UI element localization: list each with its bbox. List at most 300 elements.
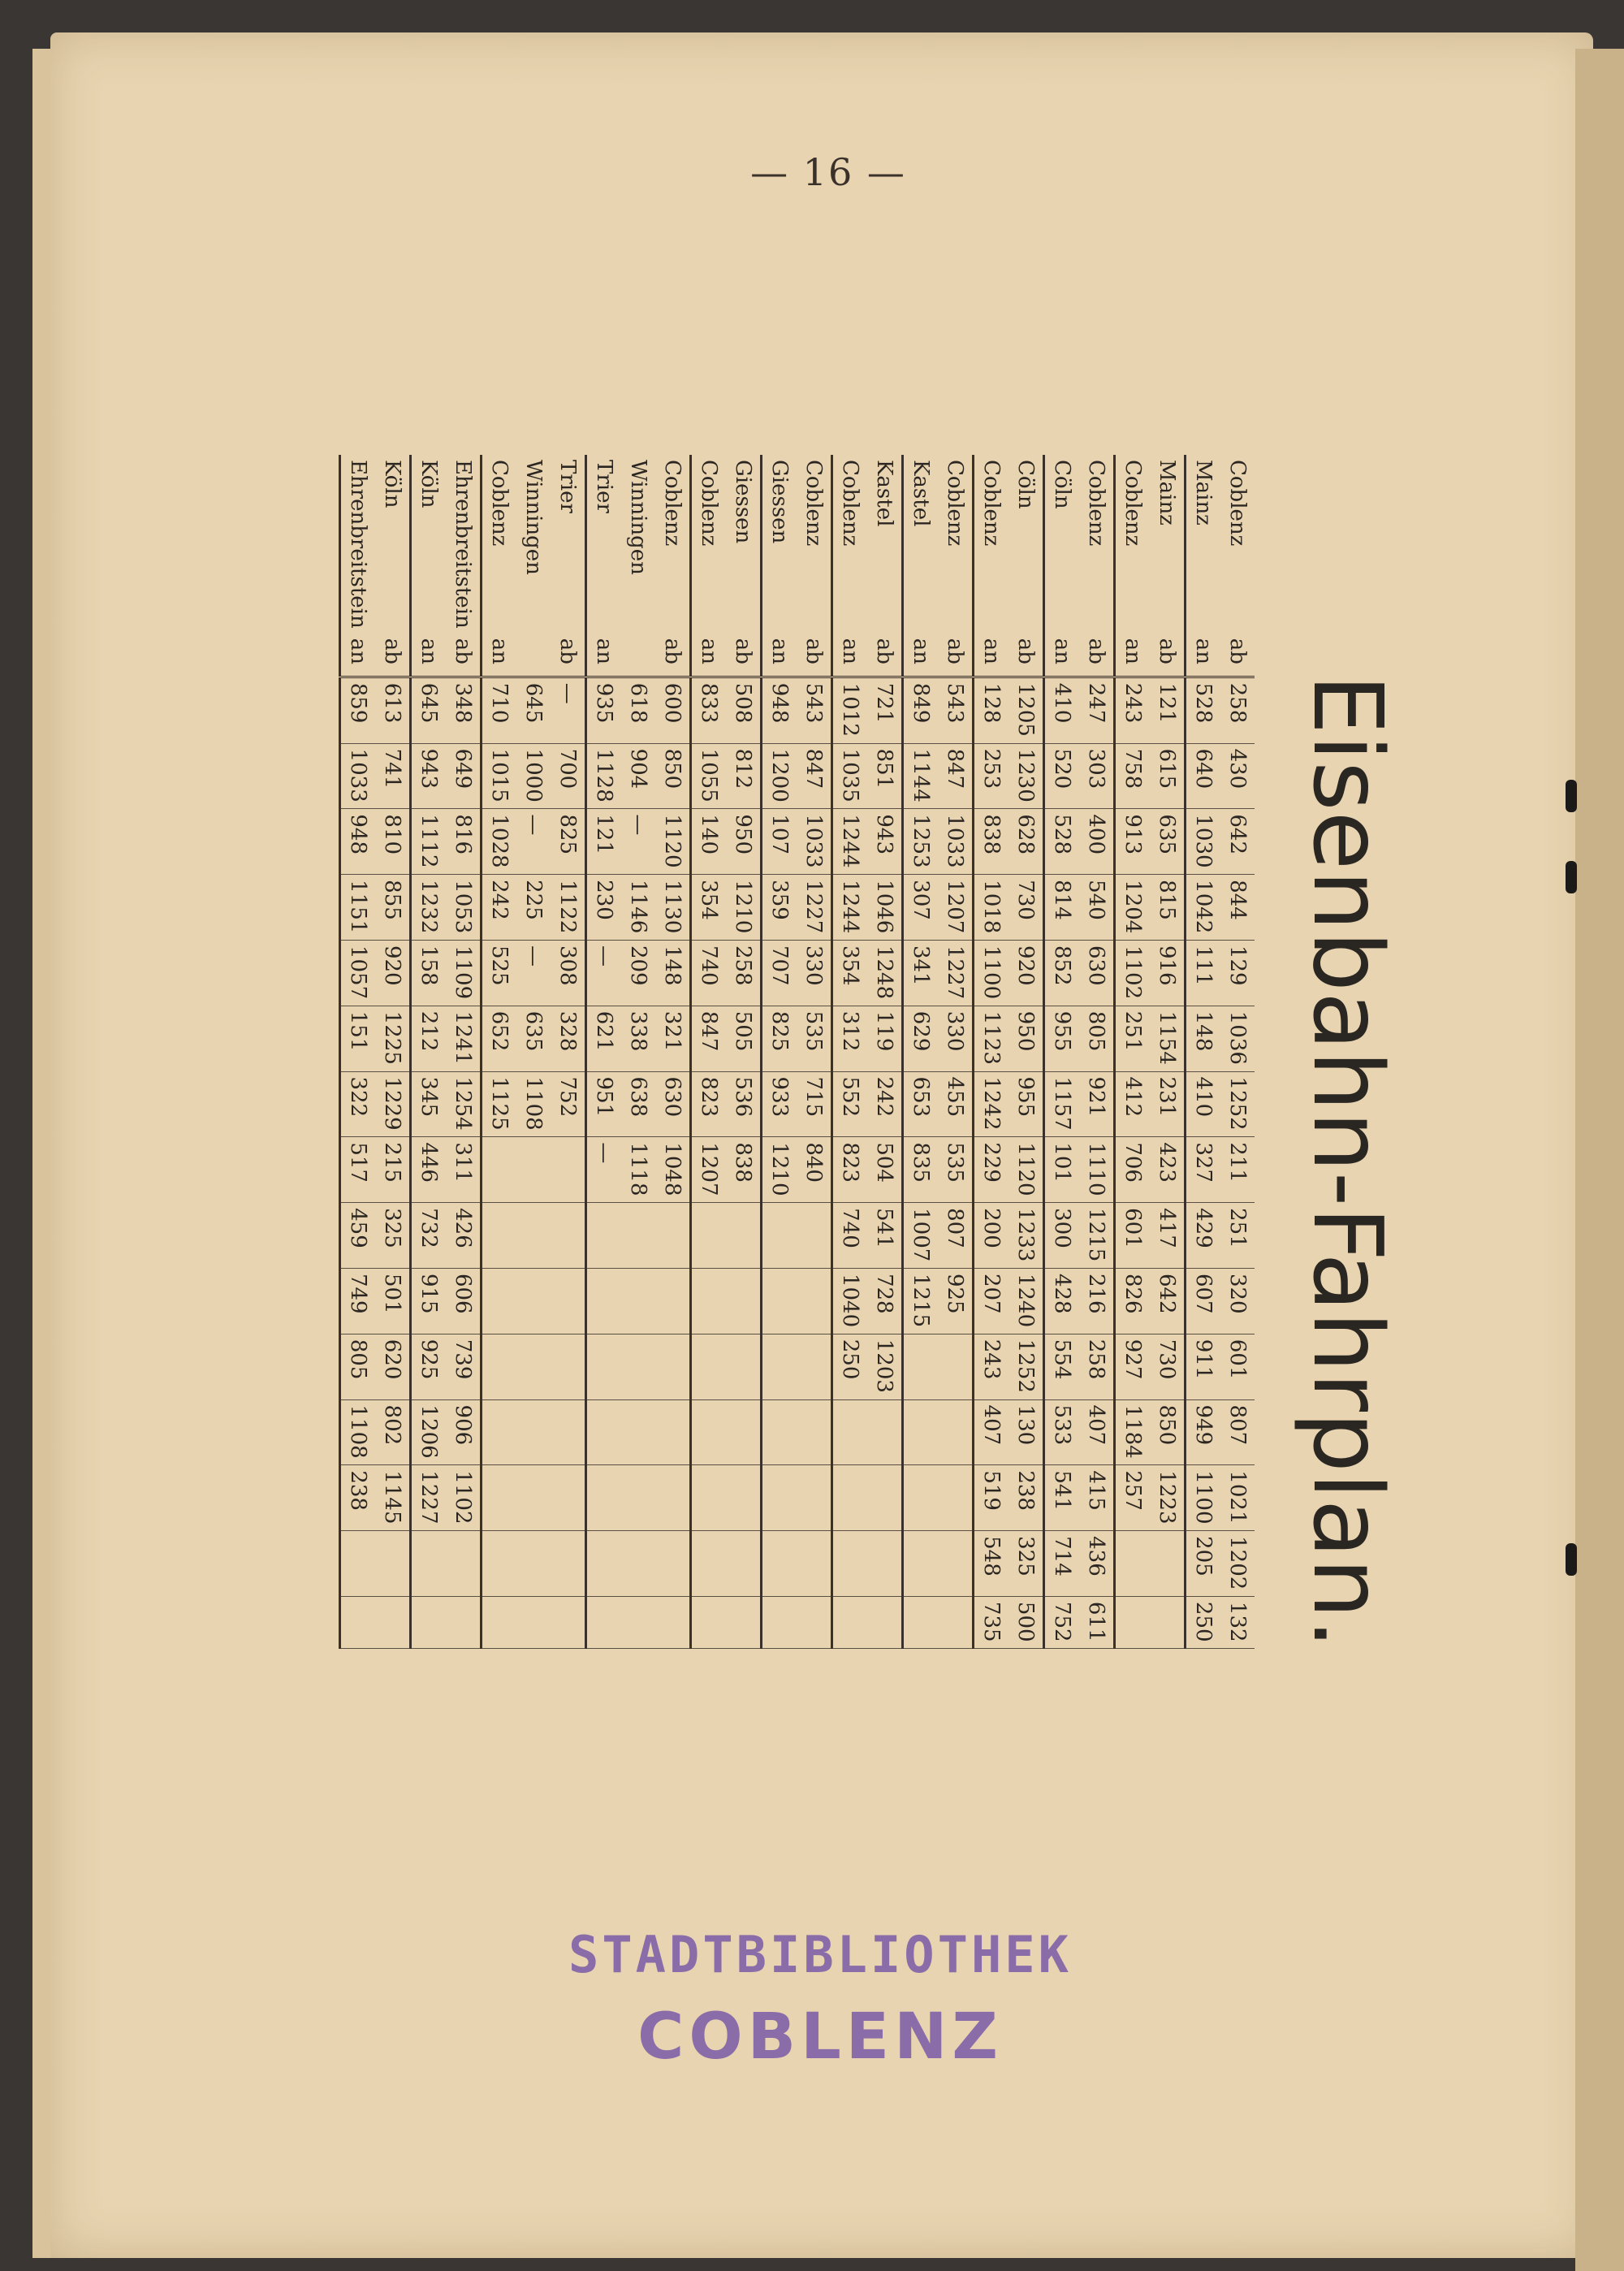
time-cell: 215: [375, 1137, 411, 1203]
time-cell: [903, 1596, 939, 1648]
timetable-row: [832, 455, 868, 1649]
time-cell: 436: [1079, 1531, 1115, 1597]
time-cell: 732: [411, 1203, 447, 1269]
timetable-row: [1115, 455, 1151, 1649]
station-name: Coblenz: [482, 455, 517, 634]
time-cell: 148: [655, 940, 691, 1006]
time-cell: 1205: [1009, 677, 1044, 743]
time-cell: [621, 1399, 655, 1465]
timetable-row: [867, 455, 903, 1649]
time-cell: 638: [621, 1071, 655, 1137]
time-cell: [375, 1531, 411, 1597]
time-cell: 541: [1044, 1465, 1080, 1531]
time-cell: [482, 1596, 517, 1648]
time-cell: 1033: [938, 809, 974, 875]
time-cell: [655, 1399, 691, 1465]
time-cell: 1248: [867, 940, 903, 1006]
time-cell: 816: [446, 809, 482, 875]
time-cell: [586, 1531, 622, 1597]
time-cell: 121: [1150, 677, 1186, 743]
time-cell: 740: [691, 940, 727, 1006]
station-name: Winningen: [521, 460, 546, 575]
time-cell: 520: [1044, 743, 1080, 809]
station-name: Coblenz: [660, 460, 685, 547]
time-cell: 607: [1186, 1268, 1221, 1334]
time-cell: 1203: [867, 1334, 903, 1399]
time-cell: 1102: [446, 1465, 482, 1531]
time-cell: 410: [1044, 677, 1080, 743]
time-cell: 840: [797, 1137, 832, 1203]
station-name: Ehrenbreitstein: [451, 460, 475, 629]
stamp-line-1: STADTBIBLIOTHEK: [568, 1925, 1072, 1984]
time-cell: 1007: [903, 1203, 939, 1269]
station-name: Kastel: [872, 460, 896, 527]
time-cell: 730: [1150, 1334, 1186, 1399]
time-cell: 258: [726, 940, 762, 1006]
time-cell: 739: [446, 1334, 482, 1399]
time-cell: 847: [691, 1006, 727, 1071]
time-cell: 1253: [903, 809, 939, 875]
time-cell: 1151: [340, 875, 376, 941]
time-cell: 700: [551, 743, 586, 809]
time-cell: 345: [411, 1071, 447, 1137]
time-cell: [762, 1596, 797, 1648]
time-cell: 1112: [411, 809, 447, 875]
time-cell: 1030: [1186, 809, 1221, 875]
time-cell: 920: [375, 940, 411, 1006]
time-cell: 752: [1044, 1596, 1080, 1648]
time-cell: 243: [1115, 677, 1151, 743]
time-cell: [867, 1596, 903, 1648]
time-cell: [655, 1596, 691, 1648]
time-cell: 850: [655, 743, 691, 809]
time-cell: 238: [340, 1465, 376, 1531]
time-cell: 1254: [446, 1071, 482, 1137]
time-cell: 325: [1009, 1531, 1044, 1597]
time-cell: 1108: [516, 1071, 551, 1137]
time-cell: 825: [762, 1006, 797, 1071]
station-name: Cöln: [1013, 460, 1038, 509]
time-cell: 802: [375, 1399, 411, 1465]
time-cell: 541: [867, 1203, 903, 1269]
time-cell: 500: [1009, 1596, 1044, 1648]
time-cell: 852: [1044, 940, 1080, 1006]
station-name: Köln: [411, 455, 447, 634]
time-cell: [655, 1531, 691, 1597]
time-cell: 911: [1186, 1334, 1221, 1399]
time-cell: [1115, 1531, 1151, 1597]
time-cell: [482, 1399, 517, 1465]
station-name: Cöln: [1044, 455, 1080, 634]
time-cell: 348: [446, 677, 482, 743]
time-cell: 758: [1115, 743, 1151, 809]
time-cell: 242: [482, 875, 517, 941]
timetable-box: [321, 455, 1255, 1649]
time-cell: 552: [832, 1071, 868, 1137]
time-cell: [551, 1334, 586, 1399]
title-wrap: [1250, 673, 1445, 1650]
station-name: Trier: [555, 460, 580, 513]
time-cell: [1150, 1531, 1186, 1597]
time-cell: 943: [867, 809, 903, 875]
time-cell: 1042: [1186, 875, 1221, 941]
arrival-departure: [621, 634, 655, 677]
binding-hole: [1566, 1543, 1577, 1576]
time-cell: 618: [621, 677, 655, 743]
timetable-row: [340, 455, 376, 1649]
time-cell: —: [621, 809, 655, 875]
time-cell: 948: [762, 677, 797, 743]
time-cell: [832, 1596, 868, 1648]
time-cell: [938, 1399, 974, 1465]
time-cell: [938, 1531, 974, 1597]
timetable-row: [938, 455, 974, 1649]
time-cell: 407: [1079, 1399, 1115, 1465]
time-cell: 850: [1150, 1399, 1186, 1465]
time-cell: [726, 1203, 762, 1269]
time-cell: [903, 1531, 939, 1597]
time-cell: 158: [411, 940, 447, 1006]
time-cell: 253: [974, 743, 1009, 809]
time-cell: [586, 1465, 622, 1531]
time-cell: —: [586, 1137, 622, 1203]
time-cell: 300: [1044, 1203, 1080, 1269]
time-cell: 207: [974, 1268, 1009, 1334]
time-cell: [832, 1531, 868, 1597]
time-cell: —: [586, 940, 622, 1006]
arrival-departure: ab: [551, 634, 586, 677]
arrival-departure: ab: [1220, 634, 1255, 677]
time-cell: 710: [482, 677, 517, 743]
time-cell: 1012: [832, 677, 868, 743]
time-cell: [446, 1531, 482, 1597]
time-cell: 950: [1009, 1006, 1044, 1071]
time-cell: 1122: [551, 875, 586, 941]
library-stamp: [0, 1925, 1624, 2074]
station-name: Coblenz: [832, 455, 868, 634]
time-cell: [762, 1465, 797, 1531]
time-cell: 1215: [1079, 1203, 1115, 1269]
station-name: Trier: [586, 455, 622, 634]
timetable-row: [797, 455, 832, 1649]
time-cell: 621: [586, 1006, 622, 1071]
time-cell: 915: [411, 1268, 447, 1334]
time-cell: [867, 1399, 903, 1465]
timetable-row: [1220, 455, 1255, 1649]
time-cell: [691, 1268, 727, 1334]
time-cell: 935: [586, 677, 622, 743]
time-cell: 628: [1009, 809, 1044, 875]
time-cell: 1109: [446, 940, 482, 1006]
binding-hole: [1566, 861, 1577, 893]
time-cell: 949: [1186, 1399, 1221, 1465]
time-cell: 1232: [411, 875, 447, 941]
time-cell: 955: [1044, 1006, 1080, 1071]
time-cell: 415: [1079, 1465, 1115, 1531]
time-cell: 308: [551, 940, 586, 1006]
time-cell: 1120: [1009, 1137, 1044, 1203]
arrival-departure: an: [586, 634, 622, 677]
timetable-row: [1044, 455, 1080, 1649]
time-cell: 430: [1220, 743, 1255, 809]
time-cell: 238: [1009, 1465, 1044, 1531]
time-cell: 1033: [340, 743, 376, 809]
time-cell: 635: [1150, 809, 1186, 875]
time-cell: [586, 1399, 622, 1465]
time-cell: [551, 1137, 586, 1203]
time-cell: 311: [446, 1137, 482, 1203]
time-cell: [762, 1531, 797, 1597]
time-cell: [516, 1334, 551, 1399]
time-cell: 517: [340, 1137, 376, 1203]
time-cell: 849: [903, 677, 939, 743]
timetable-row: [1150, 455, 1186, 1649]
time-cell: 1035: [832, 743, 868, 809]
time-cell: [621, 1334, 655, 1399]
time-cell: [516, 1399, 551, 1465]
time-cell: [726, 1465, 762, 1531]
time-cell: 211: [1220, 1137, 1255, 1203]
time-cell: 1120: [655, 809, 691, 875]
time-cell: 1053: [446, 875, 482, 941]
time-cell: 1157: [1044, 1071, 1080, 1137]
time-cell: 251: [1115, 1006, 1151, 1071]
time-cell: 151: [340, 1006, 376, 1071]
binding-hole: [1566, 780, 1577, 812]
time-cell: 428: [1044, 1268, 1080, 1334]
time-cell: [621, 1203, 655, 1269]
time-cell: 1241: [446, 1006, 482, 1071]
arrival-departure: an: [691, 634, 727, 677]
time-cell: [691, 1399, 727, 1465]
time-cell: 640: [1186, 743, 1221, 809]
time-cell: 330: [938, 1006, 974, 1071]
timetable-row: [903, 455, 939, 1649]
time-cell: 303: [1079, 743, 1115, 809]
time-cell: 412: [1115, 1071, 1151, 1137]
time-cell: 1015: [482, 743, 517, 809]
time-cell: 826: [1115, 1268, 1151, 1334]
arrival-departure: ab: [867, 634, 903, 677]
time-cell: 504: [867, 1137, 903, 1203]
station-name: Mainz: [1186, 455, 1221, 634]
station-name: Coblenz: [801, 460, 826, 547]
timetable-row: [1079, 455, 1115, 1649]
time-cell: 1233: [1009, 1203, 1044, 1269]
timetable-row: [974, 455, 1009, 1649]
time-cell: 1028: [482, 809, 517, 875]
time-cell: 148: [1186, 1006, 1221, 1071]
time-cell: [482, 1268, 517, 1334]
time-cell: 730: [1009, 875, 1044, 941]
time-cell: 1240: [1009, 1268, 1044, 1334]
time-cell: [516, 1203, 551, 1269]
time-cell: 752: [551, 1071, 586, 1137]
time-cell: 1227: [797, 875, 832, 941]
time-cell: [340, 1531, 376, 1597]
station-name: Coblenz: [1084, 460, 1108, 547]
time-cell: 243: [974, 1334, 1009, 1399]
time-cell: 649: [446, 743, 482, 809]
time-cell: 715: [797, 1071, 832, 1137]
time-cell: [411, 1531, 447, 1597]
time-cell: 325: [375, 1203, 411, 1269]
time-cell: 250: [832, 1334, 868, 1399]
time-cell: 1123: [974, 1006, 1009, 1071]
time-cell: [691, 1334, 727, 1399]
time-cell: 330: [797, 940, 832, 1006]
time-cell: 1021: [1220, 1465, 1255, 1531]
time-cell: 400: [1079, 809, 1115, 875]
timetable-rotated: [321, 455, 1255, 1649]
time-cell: 247: [1079, 677, 1115, 743]
time-cell: 925: [938, 1268, 974, 1334]
time-cell: 321: [655, 1006, 691, 1071]
time-cell: 1204: [1115, 875, 1151, 941]
time-cell: 815: [1150, 875, 1186, 941]
time-cell: 257: [1115, 1465, 1151, 1531]
station-name: Winningen: [626, 460, 650, 575]
time-cell: 1100: [1186, 1465, 1221, 1531]
arrival-departure: ab: [797, 634, 832, 677]
time-cell: [655, 1465, 691, 1531]
time-cell: 1229: [375, 1071, 411, 1137]
time-cell: 1118: [621, 1137, 655, 1203]
time-cell: 1242: [974, 1071, 1009, 1137]
time-cell: 948: [340, 809, 376, 875]
time-cell: 205: [1186, 1531, 1221, 1597]
time-cell: 543: [797, 677, 832, 743]
time-cell: 814: [1044, 875, 1080, 941]
time-cell: [516, 1465, 551, 1531]
arrival-departure: an: [832, 634, 868, 677]
time-cell: 933: [762, 1071, 797, 1137]
arrival-departure: an: [1186, 634, 1221, 677]
time-cell: 543: [938, 677, 974, 743]
time-cell: [655, 1203, 691, 1269]
time-cell: 426: [446, 1203, 482, 1269]
time-cell: 823: [832, 1137, 868, 1203]
time-cell: [762, 1399, 797, 1465]
time-cell: 706: [1115, 1137, 1151, 1203]
time-cell: [586, 1268, 622, 1334]
time-cell: 805: [340, 1334, 376, 1399]
time-cell: 652: [482, 1006, 517, 1071]
time-cell: 601: [1115, 1203, 1151, 1269]
time-cell: 1102: [1115, 940, 1151, 1006]
time-cell: 642: [1220, 809, 1255, 875]
station-name: Coblenz: [1115, 455, 1151, 634]
station-name: Coblenz: [1225, 460, 1250, 547]
arrival-departure: ab: [1079, 634, 1115, 677]
station-name: Mainz: [1155, 460, 1179, 526]
time-cell: —: [551, 677, 586, 743]
arrival-departure: an: [974, 634, 1009, 677]
time-cell: [938, 1334, 974, 1399]
time-cell: [726, 1596, 762, 1648]
timetable-row: [621, 455, 655, 1649]
time-cell: [797, 1465, 832, 1531]
time-cell: 322: [340, 1071, 376, 1137]
time-cell: [1150, 1596, 1186, 1648]
time-cell: [586, 1596, 622, 1648]
time-cell: 140: [691, 809, 727, 875]
time-cell: 904: [621, 743, 655, 809]
time-cell: 1033: [797, 809, 832, 875]
time-cell: 1000: [516, 743, 551, 809]
time-cell: 833: [691, 677, 727, 743]
time-cell: 1130: [655, 875, 691, 941]
time-cell: 407: [974, 1399, 1009, 1465]
time-cell: 328: [551, 1006, 586, 1071]
time-cell: [586, 1203, 622, 1269]
timetable-body: [340, 455, 1255, 1649]
time-cell: 1100: [974, 940, 1009, 1006]
time-cell: 230: [586, 875, 622, 941]
time-cell: [938, 1596, 974, 1648]
arrival-departure: ab: [375, 634, 411, 677]
time-cell: 1244: [832, 809, 868, 875]
time-cell: 429: [1186, 1203, 1221, 1269]
station-name: Köln: [380, 460, 404, 508]
time-cell: [1115, 1596, 1151, 1648]
time-cell: 242: [867, 1071, 903, 1137]
time-cell: 1108: [340, 1399, 376, 1465]
time-cell: 258: [1220, 677, 1255, 743]
time-cell: [411, 1596, 447, 1648]
time-cell: 1048: [655, 1137, 691, 1203]
timetable-row: [1009, 455, 1044, 1649]
time-cell: [726, 1399, 762, 1465]
time-cell: 338: [621, 1006, 655, 1071]
time-cell: 859: [340, 677, 376, 743]
time-cell: 1144: [903, 743, 939, 809]
time-cell: [903, 1465, 939, 1531]
stamp-line-2: COBLENZ: [637, 2001, 1003, 2074]
time-cell: 951: [586, 1071, 622, 1137]
time-cell: 307: [903, 875, 939, 941]
time-cell: [375, 1596, 411, 1648]
time-cell: [586, 1334, 622, 1399]
arrival-departure: an: [340, 634, 376, 677]
time-cell: 950: [726, 809, 762, 875]
time-cell: [340, 1596, 376, 1648]
time-cell: 1223: [1150, 1465, 1186, 1531]
time-cell: 111: [1186, 940, 1221, 1006]
time-cell: 508: [726, 677, 762, 743]
arrival-departure: ab: [446, 634, 482, 677]
time-cell: 327: [1186, 1137, 1221, 1203]
time-cell: [551, 1596, 586, 1648]
time-cell: 1230: [1009, 743, 1044, 809]
time-cell: 613: [375, 677, 411, 743]
arrival-departure: an: [762, 634, 797, 677]
time-cell: 1227: [411, 1465, 447, 1531]
time-cell: 943: [411, 743, 447, 809]
time-cell: [691, 1465, 727, 1531]
time-cell: 312: [832, 1006, 868, 1071]
time-cell: 1036: [1220, 1006, 1255, 1071]
time-cell: 535: [938, 1137, 974, 1203]
arrival-departure: an: [1115, 634, 1151, 677]
time-cell: [482, 1465, 517, 1531]
time-cell: 913: [1115, 809, 1151, 875]
time-cell: 630: [655, 1071, 691, 1137]
time-cell: 927: [1115, 1334, 1151, 1399]
time-cell: [482, 1137, 517, 1203]
time-cell: 410: [1186, 1071, 1221, 1137]
time-cell: —: [516, 809, 551, 875]
